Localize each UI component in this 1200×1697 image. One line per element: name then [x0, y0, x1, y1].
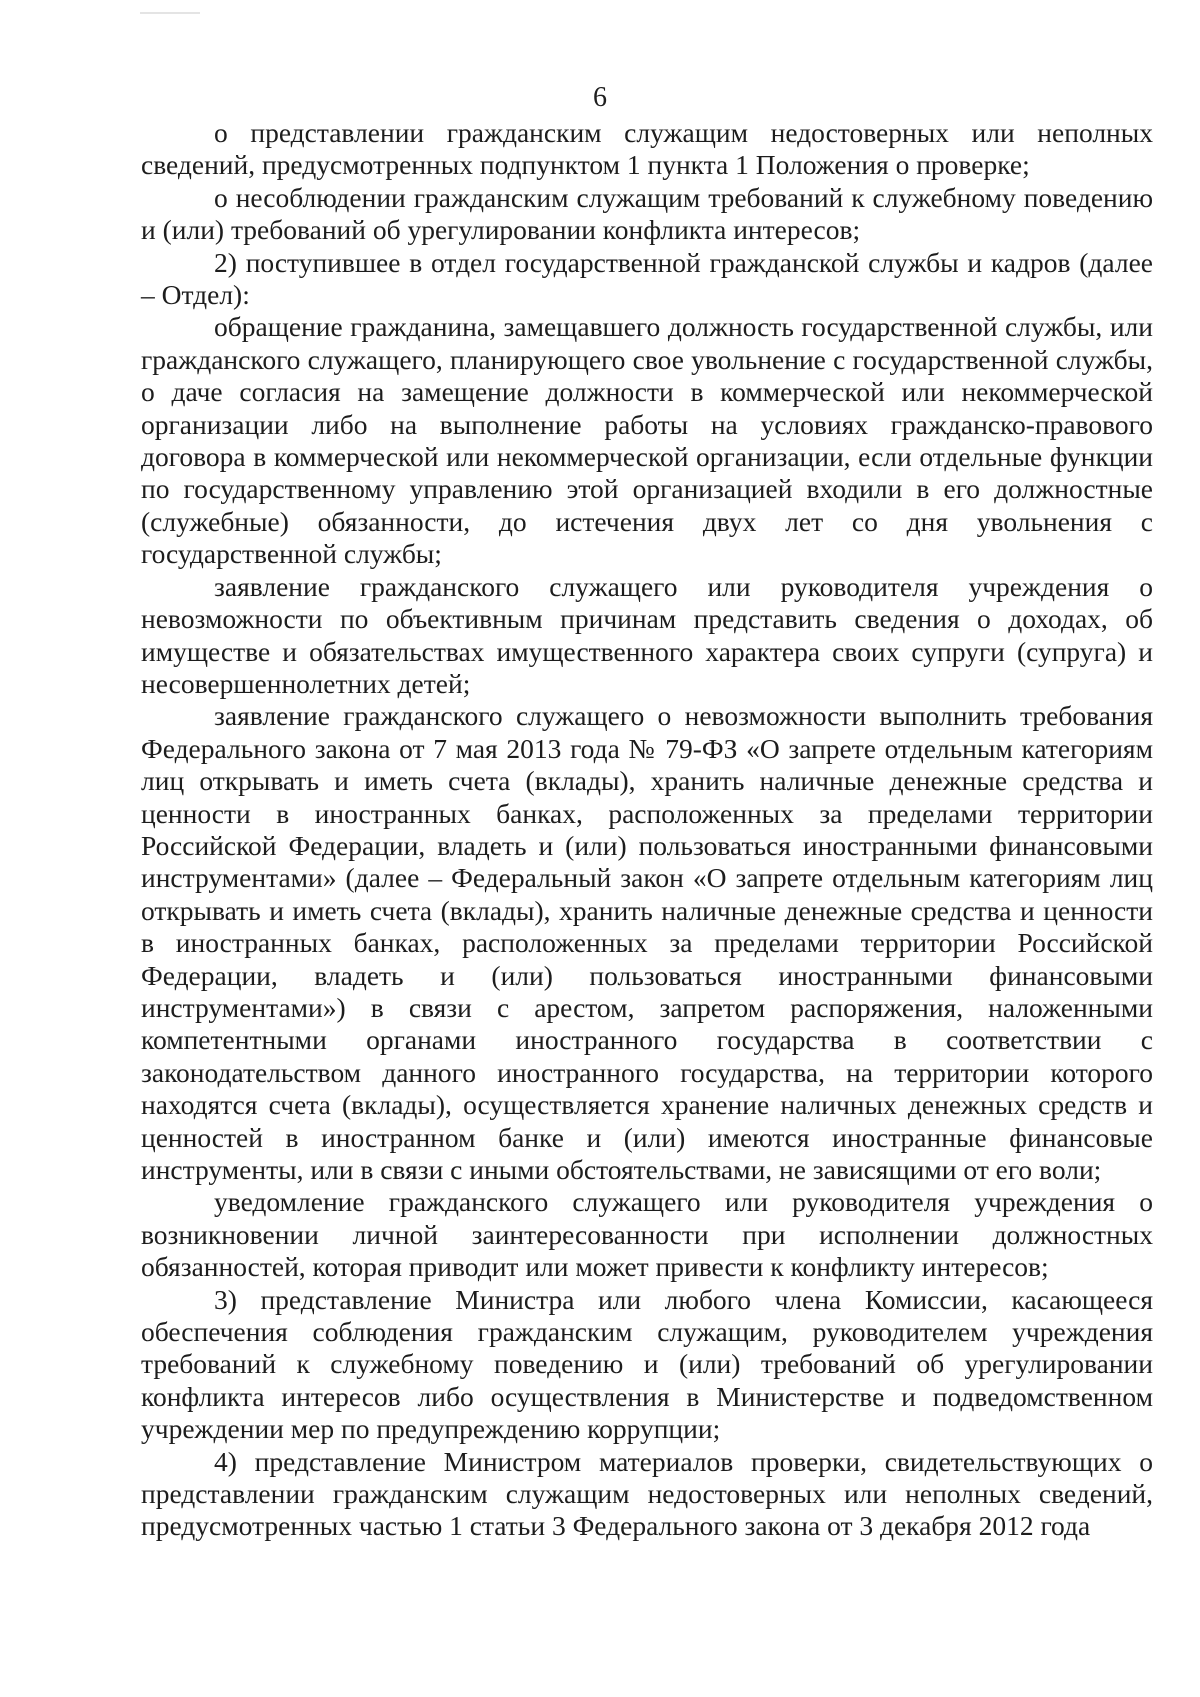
page-number: 6	[593, 82, 607, 113]
paragraph: о представлении гражданским служащим недостоверных или неполных сведений, предусмотренных подпунктом 1 пункта 1 Положения о проверке;	[141, 117, 1153, 181]
paragraph: 4) представление Министром материалов проверки, свидетельствующих о представлении гражданским служащим недостоверных или неполных сведений, предусмотренных частью 1 статьи 3 Федерального закона от 3 декабря 2012 года	[141, 1445, 1153, 1542]
paragraph: заявление гражданского служащего о невозможности выполнить требования Федерального закона от 7 мая 2013 года № 79-ФЗ «О запрете отдельным категориям лиц открывать и иметь счета (вклады), хранить наличные денежные средства и ценности в иностранных банках, расположенных за пределами территории Российской Федерации, владеть и (или) пользоваться иностранными финансовыми инструментами» (далее – Федеральный закон «О запрете отдельным категориям лиц открывать и иметь счета (вклады), хранить наличные денежные средства и ценности в иностранных банках, расположенных за пределами территории Российской Федерации, владеть и (или) пользоваться иностранными финансовыми инструментами») в связи с арестом, запретом распоряжения, наложенными компетентными органами иностранного государства в соответствии с законодательством данного иностранного государства, на территории которого находятся счета (вклады), осуществляется хранение наличных денежных средств и ценностей в иностранном банке и (или) имеются иностранные финансовые инструменты, или в связи с иными обстоятельствами, не зависящими от его воли;	[141, 700, 1153, 1185]
paragraph: 2) поступившее в отдел государственной гражданской службы и кадров (далее – Отдел):	[141, 246, 1153, 311]
paragraph: о несоблюдении гражданским служащим требований к служебному поведению и (или) требований об урегулировании конфликта интересов;	[141, 181, 1153, 246]
scan-artifact	[140, 12, 200, 14]
document-body	[141, 117, 1153, 1543]
paragraph: заявление гражданского служащего или руководителя учреждения о невозможности по объективным причинам представить сведения о доходах, об имуществе и обязательствах имущественного характера своих супруги (супруга) и несовершеннолетних детей;	[141, 570, 1153, 699]
paragraph: уведомление гражданского служащего или руководителя учреждения о возникновении личной заинтересованности при исполнении должностных обязанностей, которая приводит или может привести к конфликту интересов;	[141, 1186, 1153, 1283]
paragraph: обращение гражданина, замещавшего должность государственной службы, или гражданского служащего, планирующего свое увольнение с государственной службы, о даче согласия на замещение должности в коммерческой или некоммерческой организации либо на выполнение работы на условиях гражданско-правового договора в коммерческой или некоммерческой организации, если отдельные функции по государственному управлению этой организацией входили в его должностные (служебные) обязанности, до истечения двух лет со дня увольнения с государственной службы;	[141, 311, 1153, 570]
paragraph: 3) представление Министра или любого члена Комиссии, касающееся обеспечения соблюдения гражданским служащим, руководителем учреждения требований к служебному поведению и (или) требований об урегулировании конфликта интересов либо осуществления в Министерстве и подведомственном учреждении мер по предупреждению коррупции;	[141, 1283, 1153, 1445]
